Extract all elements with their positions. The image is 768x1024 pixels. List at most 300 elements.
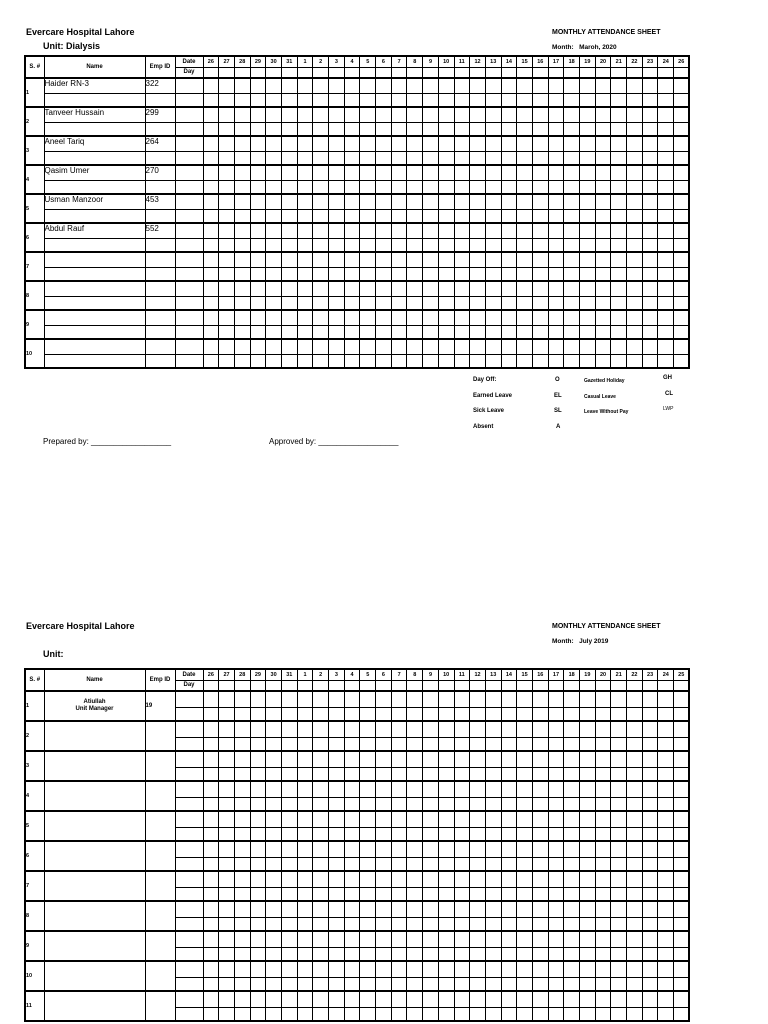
- attendance-cell[interactable]: [391, 977, 407, 991]
- attendance-cell[interactable]: [281, 281, 297, 296]
- attendance-cell[interactable]: [407, 281, 423, 296]
- attendance-cell[interactable]: [329, 767, 345, 781]
- attendance-cell[interactable]: [438, 961, 454, 977]
- attendance-cell[interactable]: [642, 991, 658, 1007]
- attendance-cell[interactable]: [485, 78, 501, 93]
- attendance-cell[interactable]: [642, 707, 658, 721]
- attendance-cell[interactable]: [423, 961, 439, 977]
- attendance-cell[interactable]: [532, 165, 548, 180]
- attendance-cell[interactable]: [532, 931, 548, 947]
- attendance-cell[interactable]: [501, 339, 517, 354]
- attendance-cell[interactable]: [175, 901, 203, 917]
- attendance-cell[interactable]: [501, 841, 517, 857]
- attendance-cell[interactable]: [470, 281, 486, 296]
- attendance-cell[interactable]: [564, 209, 580, 223]
- employee-name[interactable]: Atiullah Unit Manager: [44, 691, 145, 721]
- attendance-cell[interactable]: [423, 901, 439, 917]
- attendance-cell[interactable]: [219, 93, 235, 107]
- attendance-cell[interactable]: [642, 78, 658, 93]
- attendance-cell[interactable]: [548, 827, 564, 841]
- attendance-cell[interactable]: [344, 310, 360, 325]
- attendance-cell[interactable]: [219, 827, 235, 841]
- attendance-cell[interactable]: [642, 339, 658, 354]
- attendance-cell[interactable]: [376, 223, 392, 238]
- attendance-cell[interactable]: [219, 931, 235, 947]
- attendance-cell[interactable]: [281, 767, 297, 781]
- attendance-cell[interactable]: [219, 136, 235, 151]
- attendance-cell[interactable]: [313, 310, 329, 325]
- attendance-cell[interactable]: [580, 797, 596, 811]
- attendance-cell[interactable]: [580, 339, 596, 354]
- attendance-cell[interactable]: [642, 267, 658, 281]
- day-cell[interactable]: [532, 67, 548, 78]
- attendance-cell[interactable]: [674, 325, 690, 339]
- attendance-cell[interactable]: [627, 737, 643, 751]
- attendance-cell[interactable]: [532, 961, 548, 977]
- attendance-cell[interactable]: [595, 281, 611, 296]
- attendance-cell[interactable]: [219, 871, 235, 887]
- attendance-cell[interactable]: [297, 737, 313, 751]
- attendance-cell[interactable]: [564, 281, 580, 296]
- employee-id[interactable]: [145, 781, 175, 811]
- attendance-cell[interactable]: [376, 93, 392, 107]
- employee-id[interactable]: [145, 721, 175, 751]
- employee-id[interactable]: 453: [145, 194, 175, 209]
- attendance-cell[interactable]: [627, 136, 643, 151]
- attendance-cell[interactable]: [611, 136, 627, 151]
- attendance-cell[interactable]: [548, 691, 564, 707]
- attendance-cell[interactable]: [344, 767, 360, 781]
- attendance-cell[interactable]: [658, 977, 674, 991]
- attendance-cell[interactable]: [438, 917, 454, 931]
- attendance-cell[interactable]: [360, 180, 376, 194]
- attendance-cell[interactable]: [658, 1007, 674, 1021]
- attendance-cell[interactable]: [360, 871, 376, 887]
- attendance-cell[interactable]: [642, 252, 658, 267]
- attendance-cell[interactable]: [234, 811, 250, 827]
- attendance-cell[interactable]: [564, 917, 580, 931]
- attendance-cell[interactable]: [548, 223, 564, 238]
- attendance-cell[interactable]: [329, 947, 345, 961]
- attendance-cell[interactable]: [407, 947, 423, 961]
- day-cell[interactable]: [234, 67, 250, 78]
- attendance-cell[interactable]: [564, 310, 580, 325]
- attendance-cell[interactable]: [329, 339, 345, 354]
- attendance-cell[interactable]: [548, 841, 564, 857]
- attendance-cell[interactable]: [250, 310, 266, 325]
- attendance-cell[interactable]: [454, 223, 470, 238]
- attendance-cell[interactable]: [517, 811, 533, 827]
- attendance-cell[interactable]: [674, 238, 690, 252]
- attendance-cell[interactable]: [423, 767, 439, 781]
- employee-name[interactable]: [44, 310, 145, 325]
- attendance-cell[interactable]: [485, 267, 501, 281]
- attendance-cell[interactable]: [266, 931, 282, 947]
- attendance-cell[interactable]: [203, 354, 219, 368]
- attendance-cell[interactable]: [234, 931, 250, 947]
- attendance-cell[interactable]: [595, 737, 611, 751]
- attendance-cell[interactable]: [517, 961, 533, 977]
- attendance-cell[interactable]: [438, 931, 454, 947]
- name-cell-lower[interactable]: [44, 180, 145, 194]
- attendance-cell[interactable]: [454, 977, 470, 991]
- attendance-cell[interactable]: [642, 751, 658, 767]
- attendance-cell[interactable]: [175, 827, 203, 841]
- attendance-cell[interactable]: [329, 281, 345, 296]
- attendance-cell[interactable]: [580, 296, 596, 310]
- attendance-cell[interactable]: [297, 93, 313, 107]
- attendance-cell[interactable]: [281, 947, 297, 961]
- attendance-cell[interactable]: [423, 93, 439, 107]
- attendance-cell[interactable]: [485, 781, 501, 797]
- attendance-cell[interactable]: [344, 339, 360, 354]
- attendance-cell[interactable]: [642, 223, 658, 238]
- attendance-cell[interactable]: [391, 252, 407, 267]
- attendance-cell[interactable]: [438, 721, 454, 737]
- attendance-cell[interactable]: [642, 901, 658, 917]
- attendance-cell[interactable]: [281, 310, 297, 325]
- attendance-cell[interactable]: [313, 961, 329, 977]
- attendance-cell[interactable]: [423, 223, 439, 238]
- attendance-cell[interactable]: [423, 107, 439, 122]
- attendance-cell[interactable]: [344, 267, 360, 281]
- attendance-cell[interactable]: [281, 325, 297, 339]
- attendance-cell[interactable]: [175, 977, 203, 991]
- employee-name[interactable]: Qasim Umer: [44, 165, 145, 180]
- attendance-cell[interactable]: [234, 252, 250, 267]
- attendance-cell[interactable]: [595, 296, 611, 310]
- attendance-cell[interactable]: [658, 78, 674, 93]
- attendance-cell[interactable]: [454, 961, 470, 977]
- attendance-cell[interactable]: [470, 751, 486, 767]
- attendance-cell[interactable]: [611, 180, 627, 194]
- attendance-cell[interactable]: [658, 209, 674, 223]
- attendance-cell[interactable]: [627, 325, 643, 339]
- attendance-cell[interactable]: [344, 354, 360, 368]
- attendance-cell[interactable]: [611, 1007, 627, 1021]
- attendance-cell[interactable]: [344, 194, 360, 209]
- attendance-cell[interactable]: [548, 165, 564, 180]
- attendance-cell[interactable]: [658, 931, 674, 947]
- day-cell[interactable]: [642, 680, 658, 691]
- attendance-cell[interactable]: [595, 871, 611, 887]
- attendance-cell[interactable]: [595, 947, 611, 961]
- attendance-cell[interactable]: [658, 252, 674, 267]
- attendance-cell[interactable]: [266, 811, 282, 827]
- attendance-cell[interactable]: [627, 827, 643, 841]
- attendance-cell[interactable]: [548, 93, 564, 107]
- attendance-cell[interactable]: [470, 931, 486, 947]
- attendance-cell[interactable]: [454, 151, 470, 165]
- attendance-cell[interactable]: [470, 93, 486, 107]
- attendance-cell[interactable]: [548, 209, 564, 223]
- attendance-cell[interactable]: [297, 223, 313, 238]
- attendance-cell[interactable]: [234, 707, 250, 721]
- attendance-cell[interactable]: [517, 887, 533, 901]
- attendance-cell[interactable]: [611, 107, 627, 122]
- attendance-cell[interactable]: [501, 751, 517, 767]
- attendance-cell[interactable]: [313, 107, 329, 122]
- attendance-cell[interactable]: [281, 781, 297, 797]
- attendance-cell[interactable]: [360, 737, 376, 751]
- attendance-cell[interactable]: [344, 151, 360, 165]
- attendance-cell[interactable]: [674, 917, 690, 931]
- attendance-cell[interactable]: [391, 151, 407, 165]
- attendance-cell[interactable]: [266, 721, 282, 737]
- attendance-cell[interactable]: [470, 180, 486, 194]
- attendance-cell[interactable]: [532, 325, 548, 339]
- attendance-cell[interactable]: [580, 737, 596, 751]
- attendance-cell[interactable]: [391, 901, 407, 917]
- attendance-cell[interactable]: [423, 991, 439, 1007]
- attendance-cell[interactable]: [203, 180, 219, 194]
- attendance-cell[interactable]: [470, 209, 486, 223]
- attendance-cell[interactable]: [175, 107, 203, 122]
- attendance-cell[interactable]: [674, 78, 690, 93]
- day-cell[interactable]: [611, 67, 627, 78]
- name-cell-lower[interactable]: [44, 238, 145, 252]
- attendance-cell[interactable]: [548, 122, 564, 136]
- attendance-cell[interactable]: [595, 721, 611, 737]
- attendance-cell[interactable]: [548, 931, 564, 947]
- attendance-cell[interactable]: [611, 209, 627, 223]
- attendance-cell[interactable]: [219, 767, 235, 781]
- attendance-cell[interactable]: [580, 961, 596, 977]
- attendance-cell[interactable]: [454, 931, 470, 947]
- attendance-cell[interactable]: [532, 857, 548, 871]
- attendance-cell[interactable]: [595, 887, 611, 901]
- attendance-cell[interactable]: [454, 165, 470, 180]
- attendance-cell[interactable]: [642, 310, 658, 325]
- attendance-cell[interactable]: [234, 961, 250, 977]
- attendance-cell[interactable]: [297, 165, 313, 180]
- attendance-cell[interactable]: [501, 325, 517, 339]
- attendance-cell[interactable]: [175, 238, 203, 252]
- attendance-cell[interactable]: [580, 165, 596, 180]
- attendance-cell[interactable]: [344, 180, 360, 194]
- attendance-cell[interactable]: [595, 136, 611, 151]
- attendance-cell[interactable]: [423, 947, 439, 961]
- attendance-cell[interactable]: [203, 961, 219, 977]
- attendance-cell[interactable]: [219, 238, 235, 252]
- attendance-cell[interactable]: [175, 1007, 203, 1021]
- attendance-cell[interactable]: [548, 887, 564, 901]
- attendance-cell[interactable]: [470, 767, 486, 781]
- attendance-cell[interactable]: [266, 194, 282, 209]
- attendance-cell[interactable]: [407, 339, 423, 354]
- attendance-cell[interactable]: [219, 194, 235, 209]
- attendance-cell[interactable]: [391, 737, 407, 751]
- attendance-cell[interactable]: [203, 165, 219, 180]
- attendance-cell[interactable]: [203, 827, 219, 841]
- day-cell[interactable]: [407, 680, 423, 691]
- attendance-cell[interactable]: [376, 78, 392, 93]
- attendance-cell[interactable]: [548, 811, 564, 827]
- attendance-cell[interactable]: [266, 180, 282, 194]
- attendance-cell[interactable]: [564, 901, 580, 917]
- attendance-cell[interactable]: [266, 165, 282, 180]
- attendance-cell[interactable]: [313, 857, 329, 871]
- attendance-cell[interactable]: [580, 887, 596, 901]
- attendance-cell[interactable]: [219, 751, 235, 767]
- attendance-cell[interactable]: [564, 781, 580, 797]
- employee-id[interactable]: 19: [145, 691, 175, 721]
- attendance-cell[interactable]: [642, 811, 658, 827]
- attendance-cell[interactable]: [611, 252, 627, 267]
- attendance-cell[interactable]: [485, 797, 501, 811]
- attendance-cell[interactable]: [564, 887, 580, 901]
- day-cell[interactable]: [376, 67, 392, 78]
- attendance-cell[interactable]: [564, 737, 580, 751]
- attendance-cell[interactable]: [376, 252, 392, 267]
- attendance-cell[interactable]: [344, 991, 360, 1007]
- employee-name[interactable]: Haider RN-3: [44, 78, 145, 93]
- attendance-cell[interactable]: [344, 1007, 360, 1021]
- attendance-cell[interactable]: [175, 151, 203, 165]
- attendance-cell[interactable]: [595, 977, 611, 991]
- attendance-cell[interactable]: [674, 1007, 690, 1021]
- attendance-cell[interactable]: [642, 737, 658, 751]
- attendance-cell[interactable]: [329, 310, 345, 325]
- attendance-cell[interactable]: [548, 325, 564, 339]
- attendance-cell[interactable]: [234, 238, 250, 252]
- attendance-cell[interactable]: [313, 281, 329, 296]
- attendance-cell[interactable]: [175, 194, 203, 209]
- attendance-cell[interactable]: [175, 78, 203, 93]
- attendance-cell[interactable]: [658, 691, 674, 707]
- attendance-cell[interactable]: [281, 961, 297, 977]
- employee-name[interactable]: [44, 281, 145, 296]
- employee-name[interactable]: [44, 961, 145, 991]
- attendance-cell[interactable]: [203, 136, 219, 151]
- attendance-cell[interactable]: [407, 267, 423, 281]
- attendance-cell[interactable]: [548, 267, 564, 281]
- attendance-cell[interactable]: [658, 721, 674, 737]
- attendance-cell[interactable]: [532, 93, 548, 107]
- attendance-cell[interactable]: [580, 180, 596, 194]
- attendance-cell[interactable]: [517, 857, 533, 871]
- attendance-cell[interactable]: [313, 737, 329, 751]
- attendance-cell[interactable]: [175, 252, 203, 267]
- attendance-cell[interactable]: [250, 887, 266, 901]
- attendance-cell[interactable]: [485, 1007, 501, 1021]
- attendance-cell[interactable]: [501, 797, 517, 811]
- attendance-cell[interactable]: [627, 209, 643, 223]
- attendance-cell[interactable]: [175, 767, 203, 781]
- day-cell[interactable]: [580, 680, 596, 691]
- attendance-cell[interactable]: [548, 901, 564, 917]
- attendance-cell[interactable]: [548, 296, 564, 310]
- attendance-cell[interactable]: [438, 238, 454, 252]
- id-cell-lower[interactable]: [145, 267, 175, 281]
- attendance-cell[interactable]: [407, 721, 423, 737]
- employee-id[interactable]: 299: [145, 107, 175, 122]
- attendance-cell[interactable]: [313, 267, 329, 281]
- attendance-cell[interactable]: [674, 354, 690, 368]
- attendance-cell[interactable]: [360, 977, 376, 991]
- attendance-cell[interactable]: [360, 707, 376, 721]
- attendance-cell[interactable]: [611, 691, 627, 707]
- attendance-cell[interactable]: [658, 737, 674, 751]
- attendance-cell[interactable]: [564, 223, 580, 238]
- attendance-cell[interactable]: [376, 339, 392, 354]
- attendance-cell[interactable]: [376, 947, 392, 961]
- attendance-cell[interactable]: [454, 93, 470, 107]
- attendance-cell[interactable]: [580, 691, 596, 707]
- attendance-cell[interactable]: [360, 296, 376, 310]
- attendance-cell[interactable]: [548, 991, 564, 1007]
- attendance-cell[interactable]: [219, 122, 235, 136]
- attendance-cell[interactable]: [376, 871, 392, 887]
- attendance-cell[interactable]: [485, 887, 501, 901]
- attendance-cell[interactable]: [175, 209, 203, 223]
- attendance-cell[interactable]: [423, 325, 439, 339]
- attendance-cell[interactable]: [438, 827, 454, 841]
- attendance-cell[interactable]: [517, 209, 533, 223]
- attendance-cell[interactable]: [564, 811, 580, 827]
- attendance-cell[interactable]: [391, 107, 407, 122]
- attendance-cell[interactable]: [674, 781, 690, 797]
- attendance-cell[interactable]: [595, 78, 611, 93]
- attendance-cell[interactable]: [548, 136, 564, 151]
- attendance-cell[interactable]: [595, 252, 611, 267]
- attendance-cell[interactable]: [344, 797, 360, 811]
- attendance-cell[interactable]: [674, 961, 690, 977]
- attendance-cell[interactable]: [438, 78, 454, 93]
- attendance-cell[interactable]: [627, 339, 643, 354]
- attendance-cell[interactable]: [250, 122, 266, 136]
- attendance-cell[interactable]: [250, 165, 266, 180]
- attendance-cell[interactable]: [407, 827, 423, 841]
- attendance-cell[interactable]: [595, 901, 611, 917]
- attendance-cell[interactable]: [281, 917, 297, 931]
- attendance-cell[interactable]: [454, 767, 470, 781]
- attendance-cell[interactable]: [344, 707, 360, 721]
- attendance-cell[interactable]: [580, 931, 596, 947]
- employee-id[interactable]: [145, 931, 175, 961]
- attendance-cell[interactable]: [470, 781, 486, 797]
- attendance-cell[interactable]: [564, 252, 580, 267]
- attendance-cell[interactable]: [532, 737, 548, 751]
- attendance-cell[interactable]: [674, 296, 690, 310]
- attendance-cell[interactable]: [281, 296, 297, 310]
- attendance-cell[interactable]: [454, 947, 470, 961]
- attendance-cell[interactable]: [313, 871, 329, 887]
- attendance-cell[interactable]: [297, 707, 313, 721]
- attendance-cell[interactable]: [501, 354, 517, 368]
- attendance-cell[interactable]: [297, 931, 313, 947]
- attendance-cell[interactable]: [470, 977, 486, 991]
- day-cell[interactable]: [266, 680, 282, 691]
- attendance-cell[interactable]: [438, 857, 454, 871]
- attendance-cell[interactable]: [329, 797, 345, 811]
- attendance-cell[interactable]: [627, 93, 643, 107]
- attendance-cell[interactable]: [501, 252, 517, 267]
- name-cell-lower[interactable]: [44, 151, 145, 165]
- attendance-cell[interactable]: [391, 310, 407, 325]
- attendance-cell[interactable]: [627, 194, 643, 209]
- attendance-cell[interactable]: [580, 194, 596, 209]
- attendance-cell[interactable]: [627, 977, 643, 991]
- attendance-cell[interactable]: [658, 827, 674, 841]
- attendance-cell[interactable]: [674, 339, 690, 354]
- attendance-cell[interactable]: [532, 209, 548, 223]
- day-cell[interactable]: [219, 67, 235, 78]
- attendance-cell[interactable]: [329, 151, 345, 165]
- attendance-cell[interactable]: [485, 751, 501, 767]
- attendance-cell[interactable]: [674, 180, 690, 194]
- day-cell[interactable]: [517, 680, 533, 691]
